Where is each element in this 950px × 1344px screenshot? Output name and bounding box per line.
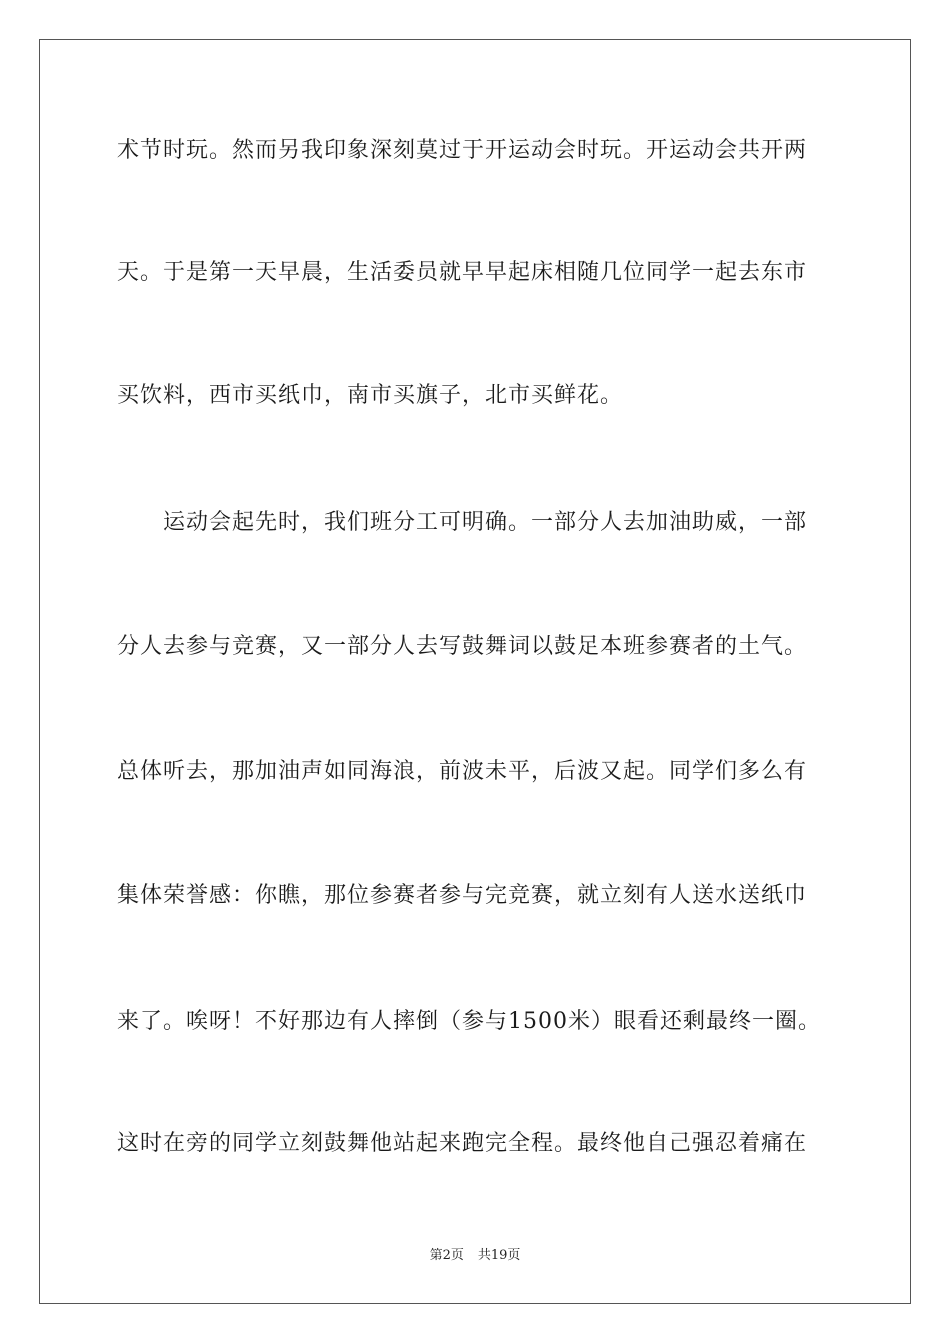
paragraph-line: 天。于是第一天早晨，生活委员就早早起床相随几位同学一起去东市 <box>117 260 808 285</box>
paragraph-line: 术节时玩。然而另我印象深刻莫过于开运动会时玩。开运动会共开两 <box>117 138 808 163</box>
paragraph-line: 买饮料，西市买纸巾，南市买旗子，北市买鲜花。 <box>117 383 624 408</box>
paragraph-line: 运动会起先时，我们班分工可明确。一部分人去加油助威，一部 <box>163 510 808 535</box>
page-border <box>39 39 911 1304</box>
page-footer <box>0 1247 950 1265</box>
paragraph-line: 分人去参与竞赛，又一部分人去写鼓舞词以鼓足本班参赛者的土气。 <box>117 634 808 659</box>
paragraph-line: 集体荣誉感：你瞧，那位参赛者参与完竞赛，就立刻有人送水送纸巾 <box>117 883 808 908</box>
paragraph-line: 总体听去，那加油声如同海浪，前波未平，后波又起。同学们多么有 <box>117 759 808 784</box>
paragraph-line: 这时在旁的同学立刻鼓舞他站起来跑完全程。最终他自己强忍着痛在 <box>117 1131 808 1156</box>
paragraph-line: 来了。唉呀！不好那边有人摔倒（参与1500米）眼看还剩最终一圈。 <box>117 1009 821 1034</box>
page-total: 共19页 <box>477 1248 521 1263</box>
page-number: 第2页 <box>429 1248 464 1263</box>
